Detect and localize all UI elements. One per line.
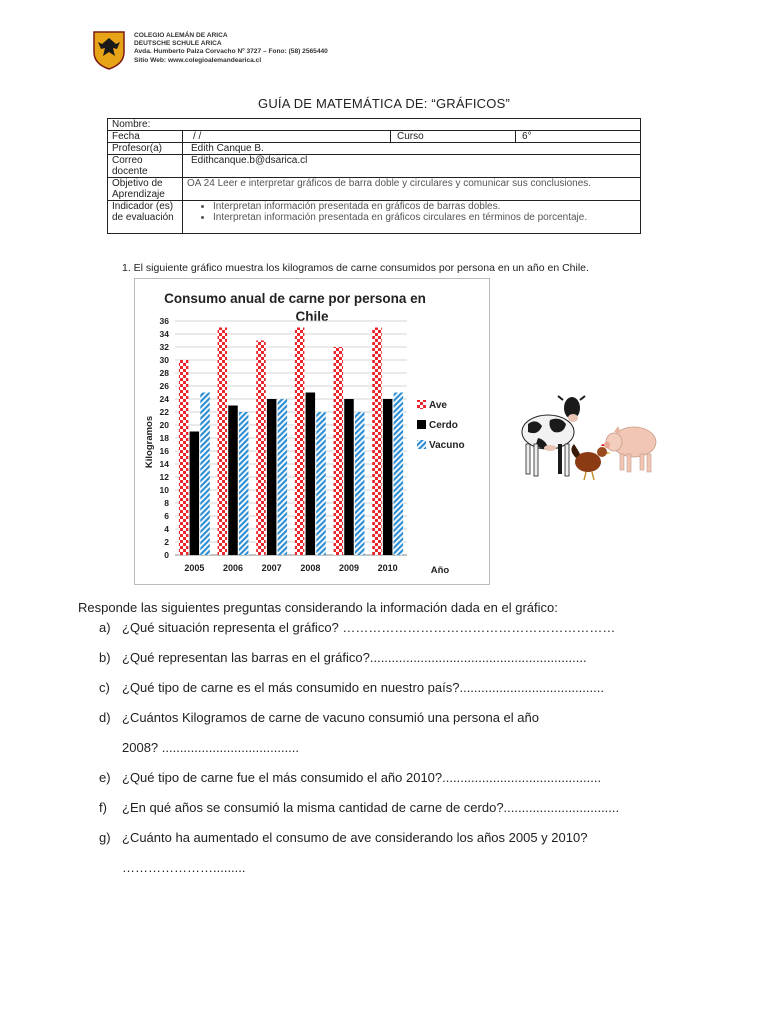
indicadores-cell (183, 201, 641, 234)
y-tick-label: 16 (159, 446, 169, 456)
school-name-de: DEUTSCHE SCHULE ARICA (134, 40, 222, 48)
page-title: GUÍA DE MATEMÁTICA DE: “GRÁFICOS” (258, 96, 510, 111)
school-info (134, 32, 328, 65)
bar-cerdo-2005 (190, 432, 200, 556)
question-letter: f) (99, 800, 107, 815)
info-table (107, 118, 641, 234)
question-letter: g) (99, 830, 111, 845)
question-letter: c) (99, 680, 110, 695)
question-continuation: 2008? ...................................... (122, 740, 300, 755)
correo-value: Edithcanque.b@dsarica.cl (183, 155, 641, 178)
legend-swatch-vacuno (417, 440, 426, 449)
y-tick-label: 30 (159, 355, 169, 365)
x-tick-label: 2006 (222, 563, 244, 573)
x-tick-label: 2007 (261, 563, 282, 573)
y-tick-label: 6 (164, 511, 169, 521)
question-text: ¿En qué años se consumió la misma cantidad de carne de cerdo?................................ (122, 800, 620, 815)
question-g[interactable] (78, 830, 718, 876)
correo-label: Correo docente (108, 155, 183, 178)
question-1: 1. El siguiente gráfico muestra los kilogramos de carne consumidos por persona en un año en Chile. (122, 262, 589, 274)
row-fecha (108, 131, 641, 143)
bar-ave-2008 (295, 328, 305, 556)
y-tick-label: 24 (159, 394, 169, 404)
question-letter: d) (99, 710, 111, 725)
bar-chart (134, 278, 490, 585)
indicador-label: Indicador (es) de evaluación (108, 201, 183, 234)
y-tick-label: 8 (164, 498, 169, 508)
y-tick-label: 34 (159, 329, 169, 339)
bar-vacuno-2008 (316, 412, 326, 555)
chart-title-line2: Chile (295, 309, 329, 324)
school-name: COLEGIO ALEMÁN DE ARICA (134, 32, 228, 39)
y-tick-label: 22 (159, 407, 169, 417)
objetivo-label: Objetivo de Aprendizaje (108, 178, 183, 201)
row-correo (108, 155, 641, 178)
objetivo-value: OA 24 Leer e interpretar gráficos de barra doble y circulares y comunicar sus conclusiones. (183, 178, 641, 201)
profesor-label: Profesor(a) (108, 143, 183, 155)
bar-cerdo-2010 (383, 399, 393, 555)
bar-vacuno-2007 (278, 399, 288, 555)
question-text: ¿Qué tipo de carne es el más consumido en nuestro país?........................................ (122, 680, 604, 695)
indicador-item: • Interpretan información presentada en gráficos circulares en términos de porcentaje. (213, 212, 636, 223)
y-tick-label: 26 (159, 381, 169, 391)
question-continuation: …………………......... (122, 860, 246, 875)
curso-label: Curso (391, 131, 516, 143)
row-objetivo (108, 178, 641, 201)
question-a[interactable] (78, 620, 718, 636)
school-address: Avda. Humberto Palza Corvacho Nº 3727 – Fono: (58) 2565440 (134, 48, 328, 56)
legend-label-vacuno: Vacuno (429, 440, 465, 451)
school-crest-icon (92, 30, 126, 70)
question-text: ¿Qué situación representa el gráfico? ……………………………………………………… (122, 620, 616, 635)
chart-title-line1: Consumo anual de carne por persona en (164, 291, 426, 306)
y-tick-label: 10 (159, 485, 169, 495)
y-tick-label: 0 (164, 550, 169, 560)
question-text: ¿Cuántos Kilogramos de carne de vacuno consumió una persona el año (122, 710, 539, 725)
curso-value: 6° (516, 131, 641, 143)
bar-cerdo-2006 (228, 406, 238, 556)
fecha-label: Fecha (108, 131, 183, 143)
question-text: ¿Qué tipo de carne fue el más consumido el año 2010?............................................ (122, 770, 602, 785)
legend-label-cerdo: Cerdo (429, 420, 458, 431)
legend-label-ave: Ave (429, 400, 447, 411)
question-f[interactable] (78, 800, 718, 816)
chart-xlabel: Año (430, 565, 450, 576)
indicador-item: • Interpretan información presentada en gráficos de barras dobles. (213, 201, 636, 212)
bar-vacuno-2010 (394, 393, 404, 556)
question-letter: b) (99, 650, 111, 665)
question-b[interactable] (78, 650, 718, 666)
nombre-label[interactable]: Nombre: (108, 119, 641, 131)
chart-ylabel: Kilogramos (144, 415, 155, 469)
y-tick-label: 14 (159, 459, 169, 469)
legend-swatch-cerdo (417, 420, 426, 429)
school-website: Sitio Web: www.colegioalemandearica.cl (134, 56, 262, 64)
y-tick-label: 36 (159, 316, 169, 326)
legend-swatch-ave (417, 400, 426, 409)
bar-ave-2007 (256, 341, 266, 556)
y-tick-label: 4 (164, 524, 169, 534)
x-tick-label: 2008 (300, 563, 321, 573)
question-c[interactable] (78, 680, 718, 696)
question-e[interactable] (78, 770, 718, 786)
farm-animals-image (510, 380, 660, 492)
fecha-field[interactable]: / / (183, 131, 391, 143)
bar-ave-2006 (218, 328, 228, 556)
y-tick-label: 28 (159, 368, 169, 378)
indicadores-list (187, 201, 636, 223)
x-tick-label: 2010 (377, 563, 398, 573)
bar-ave-2010 (372, 328, 382, 556)
bar-ave-2005 (179, 360, 189, 555)
y-tick-label: 12 (159, 472, 169, 482)
bar-ave-2009 (334, 347, 344, 555)
x-tick-label: 2009 (338, 563, 360, 573)
row-profesor (108, 143, 641, 155)
bar-cerdo-2009 (344, 399, 354, 555)
bar-chart-svg (135, 279, 489, 584)
question-letter: a) (99, 620, 111, 635)
row-indicador (108, 201, 641, 234)
row-nombre (108, 119, 641, 131)
bar-vacuno-2006 (239, 412, 249, 555)
y-tick-label: 32 (159, 342, 169, 352)
bar-cerdo-2008 (306, 393, 316, 556)
y-tick-label: 2 (164, 537, 169, 547)
question-text: ¿Cuánto ha aumentado el consumo de ave considerando los años 2005 y 2010? (122, 830, 588, 845)
questions-intro: Responde las siguientes preguntas considerando la información dada en el gráfico: (78, 600, 558, 615)
y-tick-label: 18 (159, 433, 169, 443)
bar-vacuno-2009 (355, 412, 365, 555)
question-letter: e) (99, 770, 111, 785)
x-tick-label: 2005 (184, 563, 205, 573)
question-d[interactable] (78, 710, 718, 756)
profesor-value: Edith Canque B. (183, 143, 641, 155)
bar-cerdo-2007 (267, 399, 277, 555)
bar-vacuno-2005 (200, 393, 210, 556)
cow-chicken-pig-icon (510, 380, 660, 492)
y-tick-label: 20 (159, 420, 169, 430)
questions-section (78, 600, 718, 890)
question-text: ¿Qué representan las barras en el gráfico?............................................................ (122, 650, 587, 665)
